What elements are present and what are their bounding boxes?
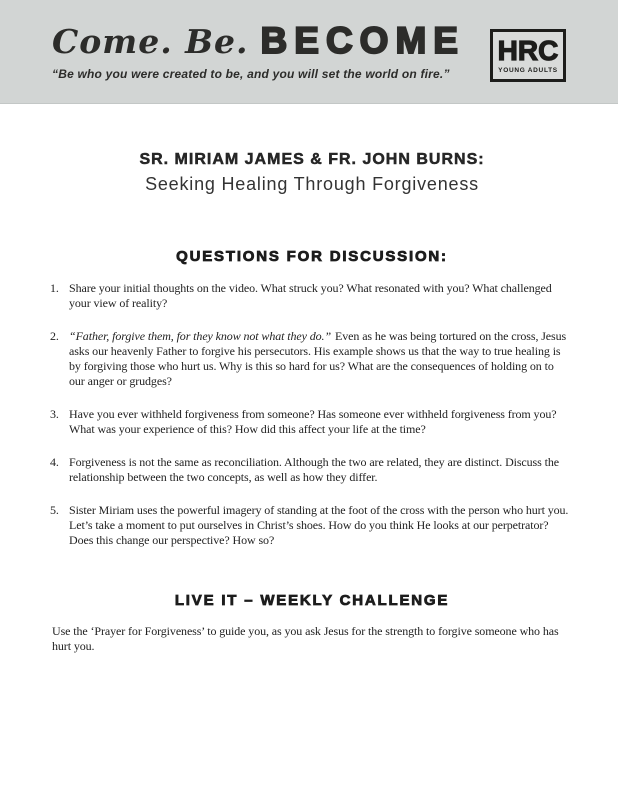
brand-wordmark (52, 20, 465, 62)
discussion-section-heading: QUESTIONS FOR DISCUSSION: (176, 248, 448, 265)
document-body (0, 150, 618, 654)
page-title-topic: Seeking Healing Through Forgiveness (145, 174, 479, 194)
question-item-4 (52, 455, 572, 485)
header-banner (0, 0, 618, 104)
brand-bold-text: BECOME (260, 20, 465, 61)
question-number: 2. (50, 329, 59, 343)
question-text: Sister Miriam uses the powerful imagery of standing at the foot of the cross with the person who hurt you. Let’s take a moment to put ourselves in Christ’s shoes. How do you think He looks at our perpetrator? Does this change our perspective? How so? (69, 503, 569, 547)
discussion-question-list (52, 281, 572, 548)
question-item-2 (52, 329, 572, 389)
brand-script-text: Come. Be. (52, 22, 249, 61)
question-text: Share your initial thoughts on the video. What struck you? What resonated with you? What challenged your view of reality? (69, 281, 552, 310)
question-number: 3. (50, 407, 59, 421)
hrc-young-adults-logo (490, 29, 566, 82)
question-number: 5. (50, 503, 59, 517)
weekly-challenge-heading: LIVE IT – WEEKLY CHALLENGE (174, 592, 450, 609)
question-item-3 (52, 407, 572, 437)
hrc-acronym: HRC (497, 35, 559, 66)
question-quote: “Father, forgive them, for they know not what they do.” (69, 329, 332, 343)
brand-tagline: “Be who you were created to be, and you will set the world on fire.” (52, 67, 450, 81)
question-text: Forgiveness is not the same as reconciliation. Although the two are related, they are distinct. Discuss the relationship between the two concepts, as well as how they differ. (69, 455, 559, 484)
brand-block (52, 20, 465, 81)
page-title-speakers: SR. MIRIAM JAMES & FR. JOHN BURNS: (139, 151, 485, 168)
weekly-challenge-text: Use the ‘Prayer for Forgiveness’ to guide you, as you ask Jesus for the strength to forgive someone who has hurt you. (52, 624, 559, 653)
question-text: Have you ever withheld forgiveness from someone? Has someone ever withheld forgiveness from you? What was your experience of this? How did this affect your life at the time? (69, 407, 557, 436)
question-text: Even as he was being tortured on the cross, Jesus asks our heavenly Father to forgive his persecutors. His example shows us that the way to true healing is by forgiving those who hurt us. Why is this so hard for us? What are the consequences of holding on to our anger or grudges? (69, 329, 567, 388)
hrc-subtitle: YOUNG ADULTS (498, 67, 558, 74)
question-number: 1. (50, 281, 59, 295)
question-item-5 (52, 503, 572, 548)
question-number: 4. (50, 455, 59, 469)
question-item-1 (52, 281, 572, 311)
